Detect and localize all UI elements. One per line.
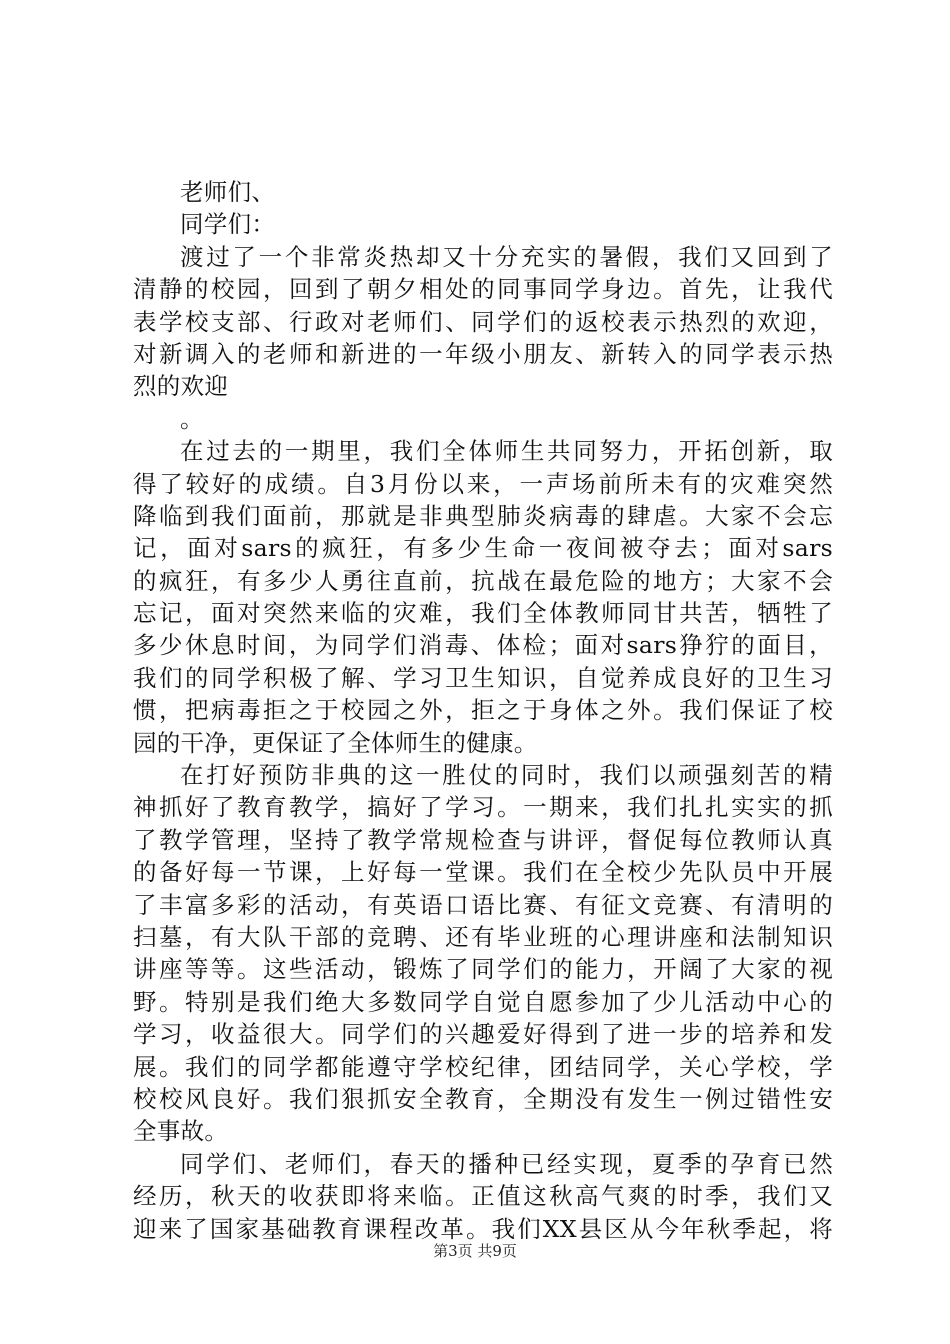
text-line: 我们的同学积极了解、学习卫生知识，自觉养成良好的卫生习 — [133, 663, 833, 692]
text-line: 了丰富多彩的活动，有英语口语比赛、有征文竞赛、有清明的 — [133, 890, 833, 919]
text-line: 清静的校园，回到了朝夕相处的同事同学身边。首先，让我代 — [133, 275, 833, 304]
text-line: 展。我们的同学都能遵守学校纪律，团结同学，关心学校，学 — [133, 1052, 833, 1081]
text-line: 全事故。 — [133, 1117, 229, 1146]
text-line: 多少休息时间，为同学们消毒、体检；面对sars狰狞的面目， — [133, 631, 833, 660]
text-line: 的疯狂，有多少人勇往直前，抗战在最危险的地方；大家不会 — [133, 566, 833, 595]
page-footer — [0, 1240, 950, 1261]
text-line: 在过去的一期里，我们全体师生共同努力，开拓创新，取 — [180, 437, 833, 466]
text-line: 讲座等等。这些活动，锻炼了同学们的能力，开阔了大家的视 — [133, 955, 833, 984]
text-line: 渡过了一个非常炎热却又十分充实的暑假，我们又回到了 — [180, 242, 833, 271]
text-line: 神抓好了教育教学，搞好了学习。一期来，我们扎扎实实的抓 — [133, 793, 833, 822]
text-line: 经历，秋天的收获即将来临。正值这秋高气爽的时季，我们又 — [133, 1182, 833, 1211]
text-line: 降临到我们面前，那就是非典型肺炎病毒的肆虐。大家不会忘 — [133, 501, 833, 530]
text-line: 在打好预防非典的这一胜仗的同时，我们以顽强刻苦的精 — [180, 761, 833, 790]
text-line: 同学们： — [180, 210, 276, 239]
text-line: 记，面对sars的疯狂，有多少生命一夜间被夺去；面对sars — [133, 534, 833, 563]
text-line: 老师们、 — [180, 178, 276, 206]
text-line: 校校风良好。我们狠抓安全教育，全期没有发生一例过错性安 — [133, 1084, 833, 1113]
text-line: 对新调入的老师和新进的一年级小朋友、新转入的同学表示热 — [133, 339, 833, 368]
text-line: 表学校支部、行政对老师们、同学们的返校表示热烈的欢迎， — [133, 307, 833, 336]
text-line: 忘记，面对突然来临的灾难，我们全体教师同甘共苦，牺牲了 — [133, 599, 833, 628]
text-line: 了教学管理，坚持了教学常规检查与讲评，督促每位教师认真 — [133, 825, 833, 854]
text-line: 学习，收益很大。同学们的兴趣爱好得到了进一步的培养和发 — [133, 1020, 833, 1049]
text-line: 得了较好的成绩。自3月份以来，一声场前所未有的灾难突然 — [133, 469, 833, 498]
text-line: 迎来了国家基础教育课程改革。我们XX县区从今年秋季起，将 — [133, 1214, 833, 1243]
text-line: 的备好每一节课，上好每一堂课。我们在全校少先队员中开展 — [133, 858, 833, 887]
text-line: 。 — [180, 404, 204, 433]
text-line: 野。特别是我们绝大多数同学自觉自愿参加了少儿活动中心的 — [133, 987, 833, 1016]
text-line: 惯，把病毒拒之于校园之外，拒之于身体之外。我们保证了校 — [133, 696, 833, 725]
text-line: 烈的欢迎 — [133, 372, 229, 401]
page-number: 第3页 共9页 — [433, 1242, 517, 1260]
document-body — [133, 176, 833, 1245]
text-line: 扫墓，有大队干部的竞聘、还有毕业班的心理讲座和法制知识 — [133, 922, 833, 951]
text-line: 园的干净，更保证了全体师生的健康。 — [133, 728, 538, 757]
text-line: 同学们、老师们，春天的播种已经实现，夏季的孕育已然 — [180, 1149, 833, 1178]
